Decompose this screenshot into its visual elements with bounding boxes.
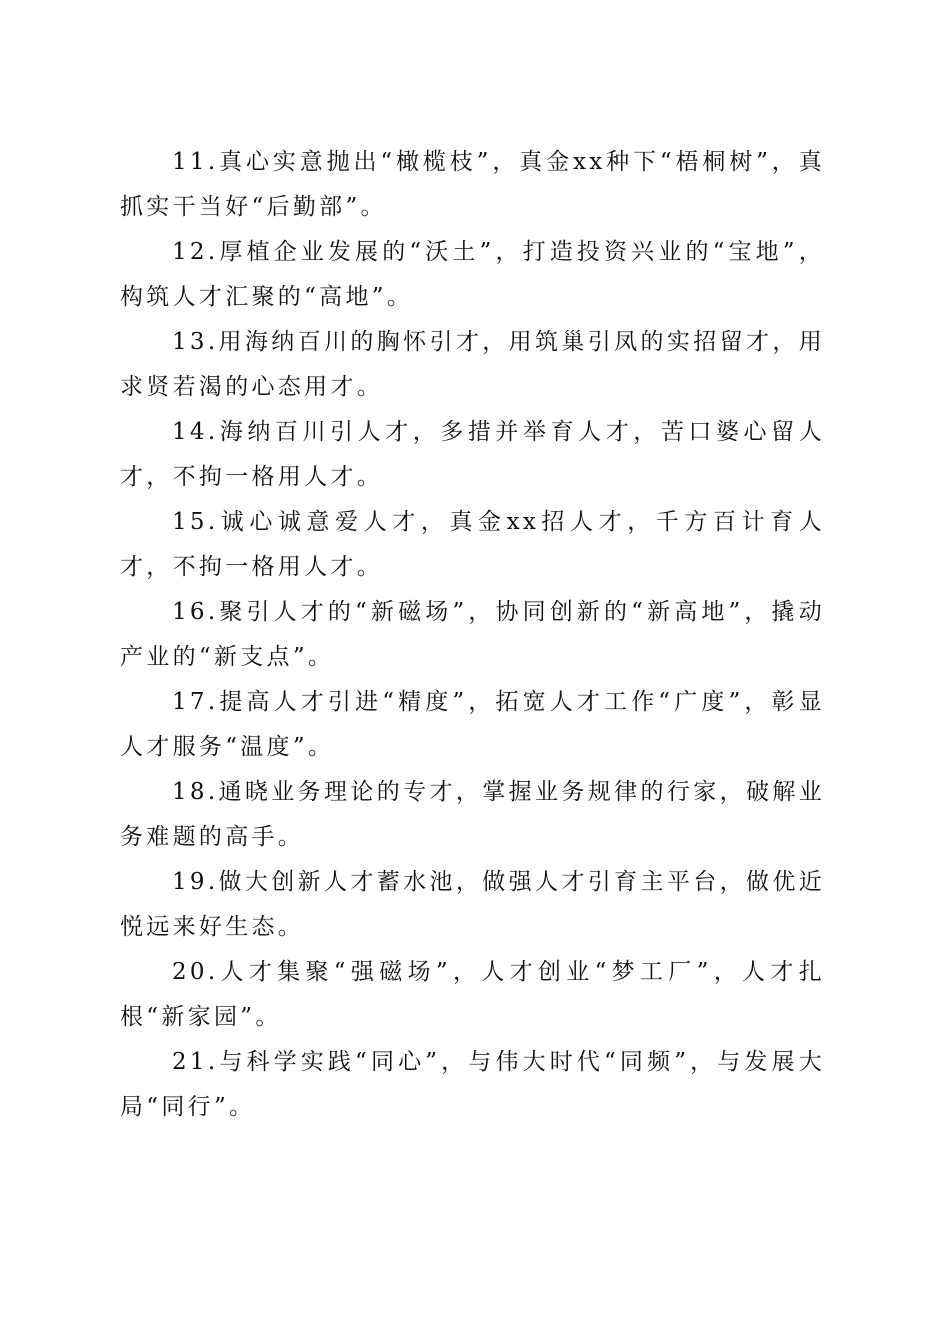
paragraph-number: 13. xyxy=(172,329,219,355)
paragraph-text: 用海纳百川的胸怀引才，用筑巢引凤的实招留才，用求贤若渴的心态用才。 xyxy=(120,329,825,400)
paragraph-21 xyxy=(120,1040,825,1130)
paragraph-19 xyxy=(120,860,825,950)
paragraph-number: 14. xyxy=(172,419,219,445)
paragraph-number: 15. xyxy=(172,509,219,535)
paragraph-text: 真心实意抛出“橄榄枝”，真金xx种下“梧桐树”，真抓实干当好“后勤部”。 xyxy=(120,149,825,220)
paragraph-text: 通晓业务理论的专才，掌握业务规律的行家，破解业务难题的高手。 xyxy=(120,779,825,850)
paragraph-12 xyxy=(120,230,825,320)
paragraph-number: 16. xyxy=(172,599,219,625)
paragraph-number: 11. xyxy=(172,149,219,175)
paragraph-number: 19. xyxy=(172,869,219,895)
paragraph-number: 21. xyxy=(172,1049,219,1075)
paragraph-number: 20. xyxy=(172,959,219,985)
paragraph-text: 诚心诚意爱人才，真金xx招人才，千方百计育人才，不拘一格用人才。 xyxy=(120,509,825,580)
document-body xyxy=(120,140,825,1130)
paragraph-text: 海纳百川引人才，多措并举育人才，苦口婆心留人才，不拘一格用人才。 xyxy=(120,419,825,490)
paragraph-18 xyxy=(120,770,825,860)
paragraph-number: 12. xyxy=(172,239,219,265)
paragraph-16 xyxy=(120,590,825,680)
paragraph-text: 聚引人才的“新磁场”，协同创新的“新高地”，撬动产业的“新支点”。 xyxy=(120,599,825,670)
paragraph-number: 17. xyxy=(172,689,219,715)
paragraph-17 xyxy=(120,680,825,770)
paragraph-text: 与科学实践“同心”，与伟大时代“同频”，与发展大局“同行”。 xyxy=(120,1049,825,1120)
paragraph-13 xyxy=(120,320,825,410)
paragraph-11 xyxy=(120,140,825,230)
paragraph-text: 提高人才引进“精度”，拓宽人才工作“广度”，彰显人才服务“温度”。 xyxy=(120,689,825,760)
paragraph-number: 18. xyxy=(172,779,219,805)
paragraph-text: 人才集聚“强磁场”，人才创业“梦工厂”，人才扎根“新家园”。 xyxy=(120,959,825,1030)
paragraph-text: 做大创新人才蓄水池，做强人才引育主平台，做优近悦远来好生态。 xyxy=(120,869,825,940)
paragraph-text: 厚植企业发展的“沃土”，打造投资兴业的“宝地”，构筑人才汇聚的“高地”。 xyxy=(120,239,825,310)
paragraph-15 xyxy=(120,500,825,590)
paragraph-14 xyxy=(120,410,825,500)
paragraph-20 xyxy=(120,950,825,1040)
